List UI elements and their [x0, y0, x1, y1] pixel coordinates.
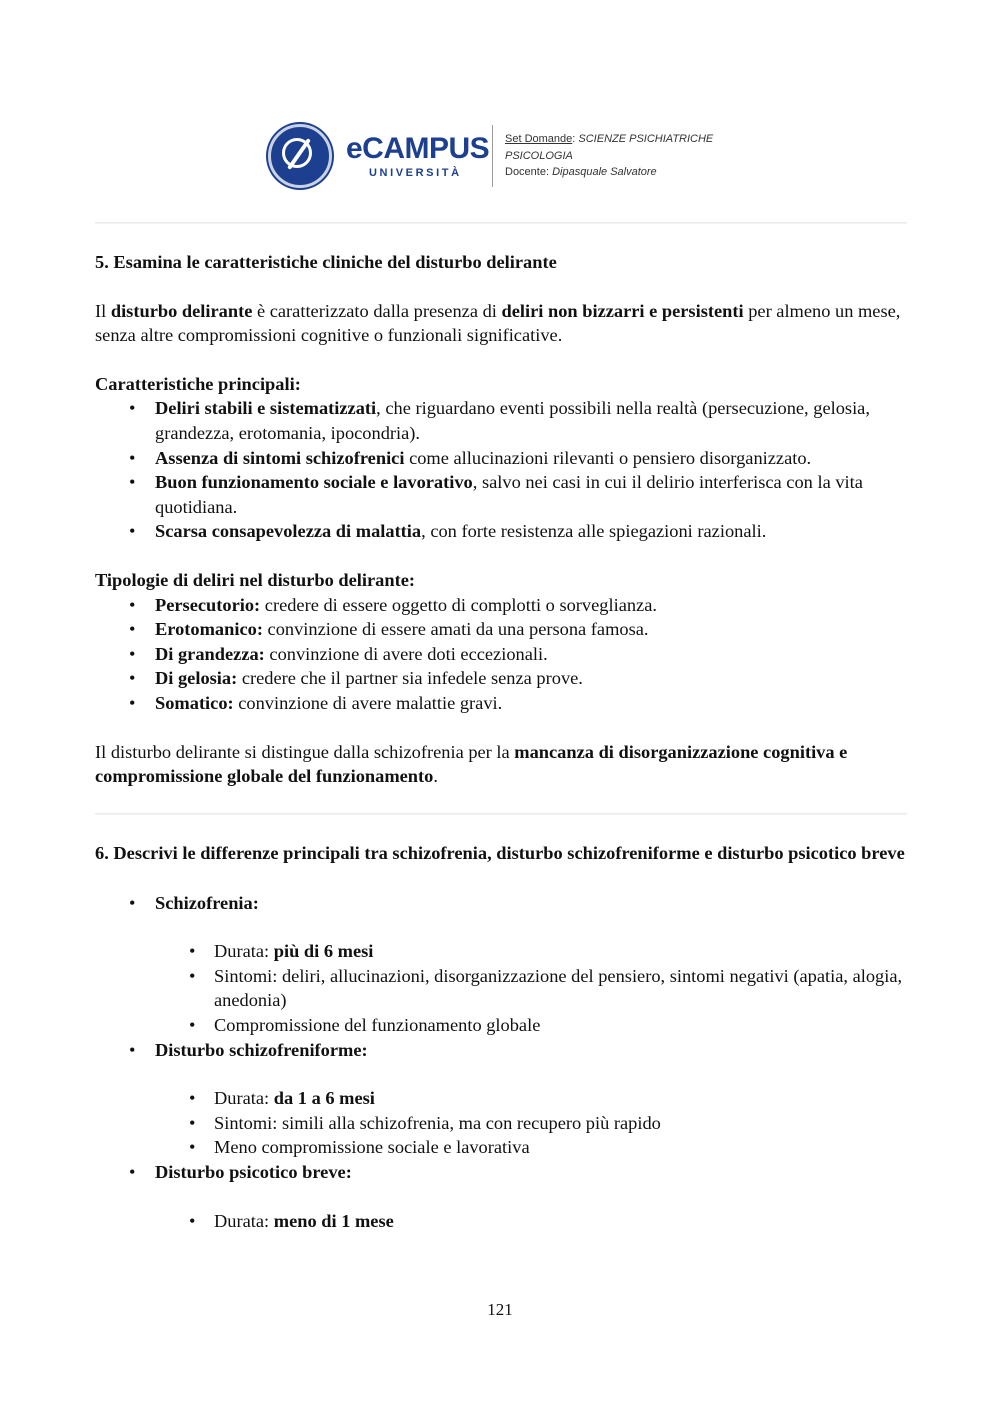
feature-item-bold: Buon funzionamento sociale e lavorativo: [155, 472, 473, 493]
set-label: Set Domande: [505, 133, 573, 146]
question-6-section: [95, 841, 907, 1233]
disorder-details-list: [95, 1209, 907, 1234]
intro-run-text: per almeno un mese, senza altre compromissioni cognitive o funzionali significative.: [95, 300, 901, 346]
type-item: [95, 691, 907, 716]
feature-item-text: , che riguardano eventi possibili nella realtà (persecuzione, gelosia, grandezza, erotomania, ipocondria).: [155, 398, 870, 443]
question-6-title: 6. Descrivi le differenze principali tra schizofrenia, disturbo schizofreniforme e disturbo psicotico breve: [95, 843, 905, 863]
header-meta: [505, 131, 713, 181]
detail-label: Meno compromissione sociale e lavorativa: [214, 1137, 530, 1158]
disorder-detail: [95, 1209, 907, 1234]
brand-logo: [346, 131, 490, 179]
detail-label: Sintomi: simili alla schizofrenia, ma con recupero più rapido: [214, 1112, 661, 1133]
brand-name: eCAMPUS: [346, 131, 490, 165]
detail-value: meno di 1 mese: [273, 1210, 394, 1231]
closing-run-text: Il disturbo delirante si distingue dalla schizofrenia per la: [95, 741, 515, 762]
types-list: [95, 593, 907, 716]
disorder-details-list: [95, 1086, 907, 1160]
feature-item: [95, 519, 907, 544]
question-5-title: 5. Esamina le caratteristiche cliniche del disturbo delirante: [95, 252, 557, 272]
detail-label: Durata:: [214, 1088, 274, 1109]
header-divider: [492, 125, 493, 187]
disorder-detail: [95, 1086, 907, 1111]
disorders-list: [95, 891, 907, 1234]
type-item: [95, 666, 907, 691]
disorder-name: Disturbo schizofreniforme:: [155, 1039, 368, 1060]
docente-value: Dipasquale Salvatore: [552, 166, 657, 179]
feature-item-text: , con forte resistenza alle spiegazioni razionali.: [421, 521, 767, 542]
set-value-2: PSICOLOGIA: [505, 149, 573, 162]
type-item: [95, 642, 907, 667]
type-item-bold: Di gelosia:: [155, 668, 238, 689]
feature-item-bold: Scarsa consapevolezza di malattia: [155, 521, 422, 542]
disorder-name: Disturbo psicotico breve:: [155, 1161, 352, 1182]
page-header: [268, 124, 713, 188]
docente-label: Docente: [505, 166, 546, 179]
disorder-detail: [95, 1135, 907, 1160]
type-item-text: convinzione di avere malattie gravi.: [233, 692, 503, 713]
page-number: 121: [487, 1300, 513, 1319]
type-item-text: convinzione di essere amati da una persona famosa.: [262, 619, 649, 640]
type-item: [95, 593, 907, 618]
set-line-2: [505, 148, 713, 165]
detail-label: Sintomi: deliri, allucinazioni, disorganizzazione del pensiero, sintomi negativi (apatia, alogia, anedonia): [214, 965, 903, 1011]
detail-label: Durata:: [214, 941, 274, 962]
intro-run-bold: disturbo delirante: [110, 300, 253, 321]
disorder-detail: [95, 1111, 907, 1136]
disorder-detail: [95, 964, 907, 1013]
disorder-detail: [95, 939, 907, 964]
type-item-bold: Somatico:: [155, 692, 234, 713]
type-item: [95, 617, 907, 642]
disorder-item: [95, 891, 907, 1038]
type-item-text: convinzione di avere doti eccezionali.: [264, 643, 548, 664]
question-5-intro: [95, 299, 907, 348]
detail-label: Durata:: [214, 1210, 274, 1231]
question-5-section: [95, 250, 907, 789]
separator-middle: [95, 813, 907, 815]
disorder-name: Schizofrenia:: [155, 892, 259, 913]
detail-value: da 1 a 6 mesi: [273, 1088, 375, 1109]
feature-item-bold: Deliri stabili e sistematizzati: [155, 398, 377, 419]
types-heading: Tipologie di deliri nel disturbo delirante:: [95, 569, 415, 590]
feature-item: [95, 446, 907, 471]
set-line: Set Domande: SCIENZE PSICHIATRICHE: [505, 133, 714, 146]
intro-run-bold: deliri non bizzarri e persistenti: [501, 300, 744, 321]
question-5-closing: [95, 740, 907, 789]
feature-item: [95, 470, 907, 519]
separator-top: [95, 222, 907, 224]
set-value: SCIENZE PSICHIATRICHE: [578, 133, 714, 146]
disorder-item: [95, 1038, 907, 1160]
type-item-bold: Persecutorio:: [155, 594, 261, 615]
type-item-bold: Erotomanico:: [155, 619, 263, 640]
closing-run-text: .: [433, 766, 438, 787]
intro-run-text: Il: [95, 300, 111, 321]
feature-item-text: , salvo nei casi in cui il delirio interferisca con la vita quotidiana.: [155, 472, 863, 517]
detail-label: Compromissione del funzionamento globale: [214, 1014, 541, 1035]
closing-run-bold: mancanza di disorganizzazione cognitiva e compromissione globale del funzionamento: [95, 741, 848, 787]
disorder-item: [95, 1160, 907, 1233]
disorder-detail: [95, 1013, 907, 1038]
disorder-details-list: [95, 939, 907, 1037]
type-item-text: credere di essere oggetto di complotti o sorveglianza.: [260, 594, 657, 615]
type-item-text: credere che il partner sia infedele senza prove.: [237, 668, 583, 689]
feature-item-text: come allucinazioni rilevanti o pensiero disorganizzato.: [404, 447, 812, 468]
brand-subtitle: UNIVERSITÀ: [369, 166, 462, 179]
features-heading: Caratteristiche principali:: [95, 373, 301, 394]
university-seal-logo: [268, 124, 332, 188]
detail-value: più di 6 mesi: [273, 941, 374, 962]
type-item-bold: Di grandezza:: [155, 643, 265, 664]
feature-item-bold: Assenza di sintomi schizofrenici: [155, 447, 405, 468]
feature-item: [95, 396, 907, 445]
features-list: [95, 396, 907, 544]
intro-run-text: è caratterizzato dalla presenza di: [252, 300, 502, 321]
docente-line: Docente: Dipasquale Salvatore: [505, 166, 657, 179]
